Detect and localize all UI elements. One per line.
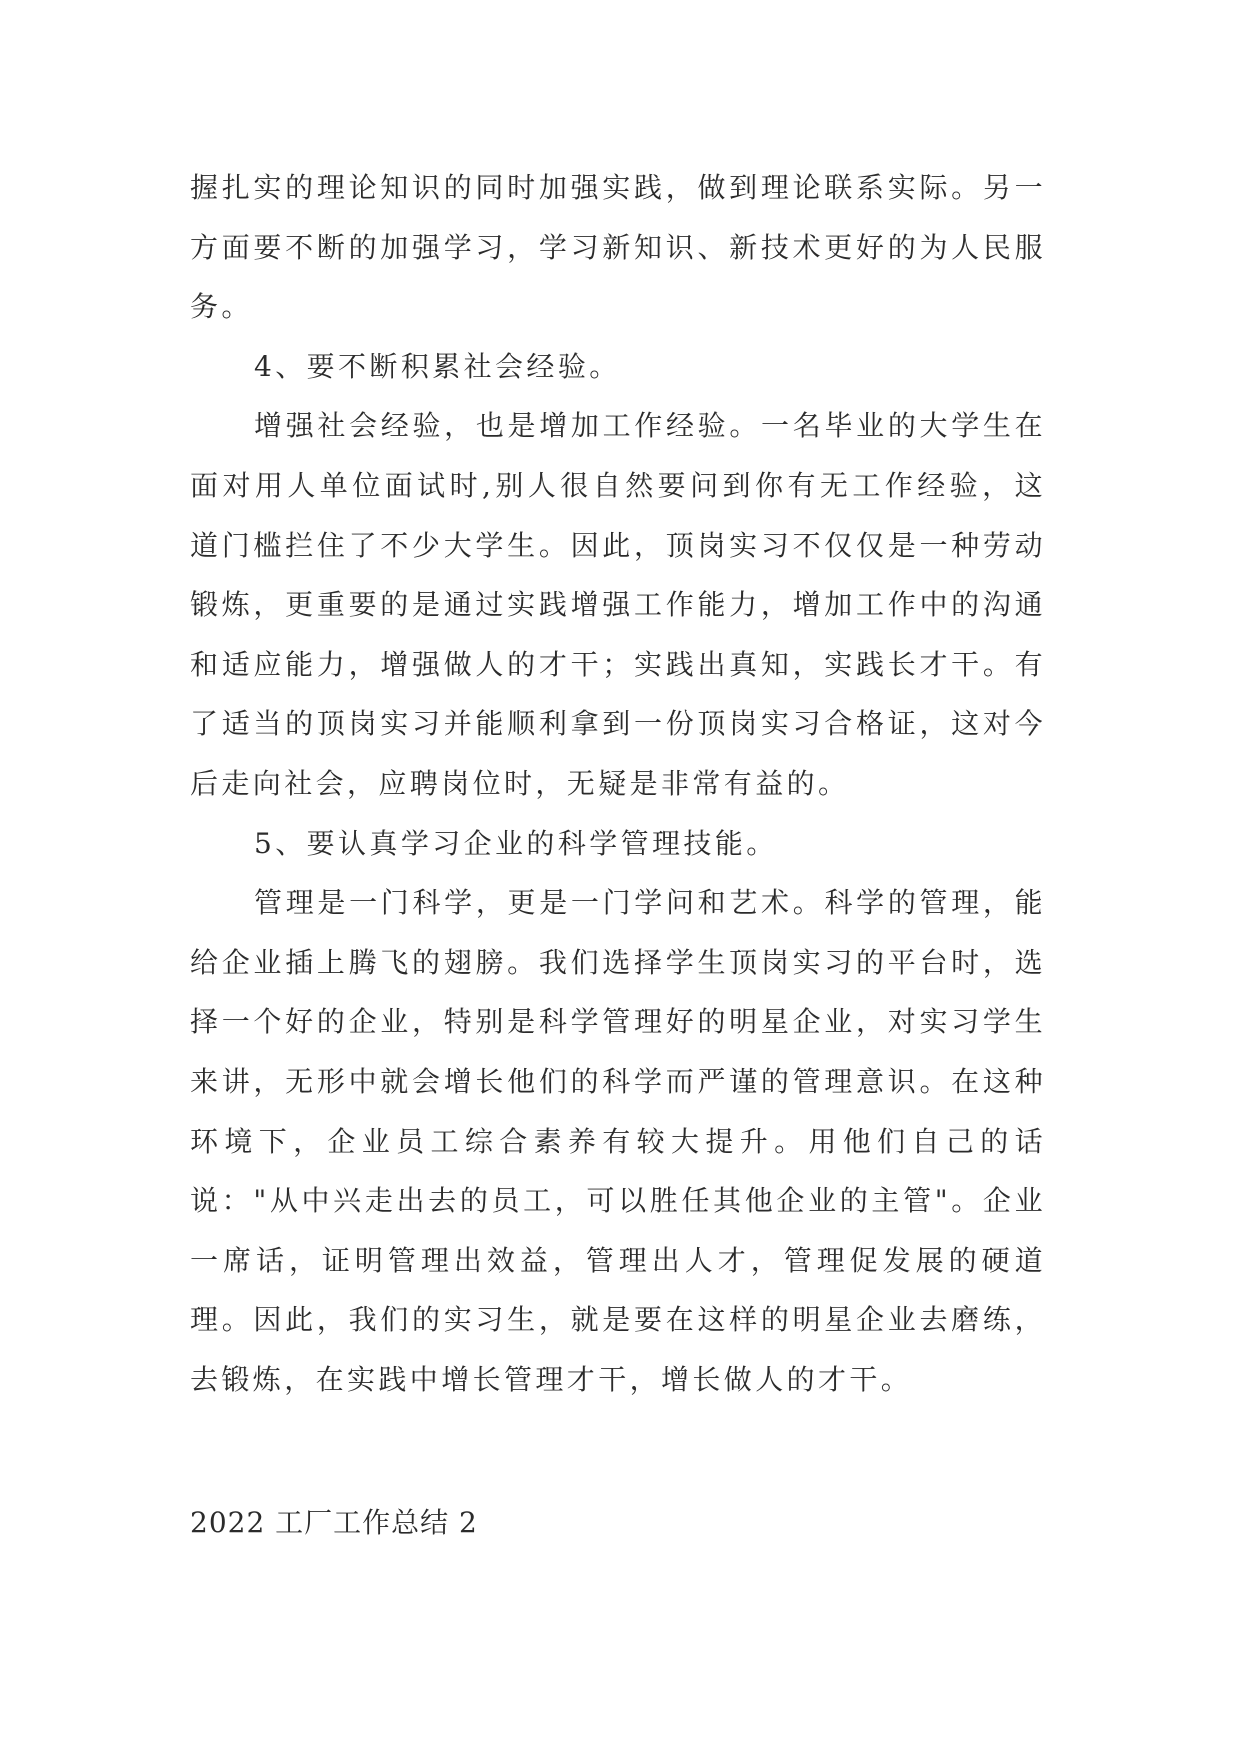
section-title: 2022 工厂工作总结 2 xyxy=(190,1506,478,1539)
point-4-heading: 4、要不断积累社会经验。 xyxy=(254,349,621,383)
paragraph-management: 管理是一门科学，更是一门学问和艺术。科学的管理，能给企业插上腾飞的翅膀。我们选择学生顶岗实习的平台时，选择一个好的企业，特别是科学管理好的明星企业，对实习学生来讲，无形中就会增长他们的科学而严谨的管理意识。在这种环境下，企业员工综合素养有较大提升。用他们自己的话说："从中兴走出去的员工，可以胜任其他企业的主管"。企业一席话，证明管理出效益，管理出人才，管理促发展的硬道理。因此，我们的实习生，就是要在这样的明星企业去磨练，去锻炼，在实践中增长管理才干，增长做人的才干。 xyxy=(190,886,1046,1396)
paragraph-social-experience: 增强社会经验，也是增加工作经验。一名毕业的大学生在面对用人单位面试时,别人很自然要问到你有无工作经验，这道门槛拦住了不少大学生。因此，顶岗实习不仅仅是一种劳动锻炼，更重要的是通过实践增强工作能力，增加工作中的沟通和适应能力，增强做人的才干；实践出真知，实践长才干。有了适当的顶岗实习并能顺利拿到一份顶岗实习合格证，这对今后走向社会，应聘岗位时，无疑是非常有益的。 xyxy=(190,409,1046,800)
paragraph-continuation: 握扎实的理论知识的同时加强实践，做到理论联系实际。另一方面要不断的加强学习，学习新知识、新技术更好的为人民服务。 xyxy=(190,171,1046,324)
point-5-heading: 5、要认真学习企业的科学管理技能。 xyxy=(254,826,778,860)
body-text xyxy=(190,158,1046,1409)
